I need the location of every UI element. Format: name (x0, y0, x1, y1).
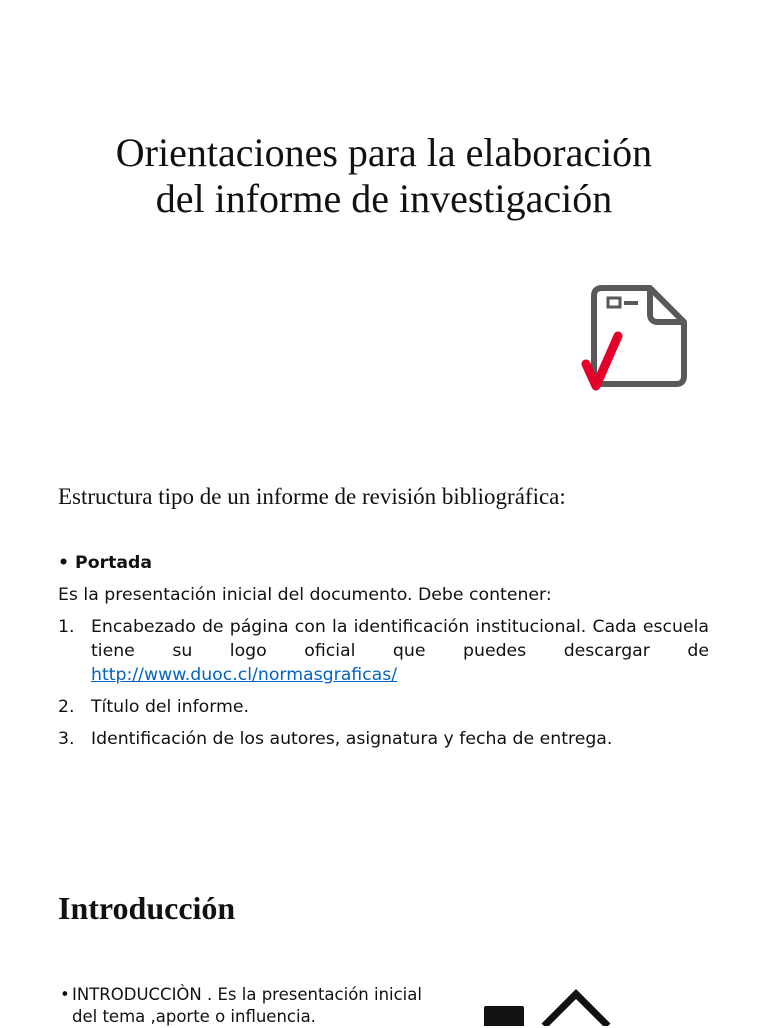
introduccion-text: INTRODUCCIÒN . Es la presentación inicial del tema ,aporte o influencia. (72, 985, 422, 1026)
list-number: 2. (58, 697, 75, 717)
structure-subtitle: Estructura tipo de un informe de revisión bibliográfica: (58, 484, 566, 509)
portada-heading (58, 551, 152, 575)
list-item-text: Identificación de los autores, asignatura y fecha de entrega. (91, 729, 613, 749)
list-item (58, 615, 709, 687)
list-item-text: Título del informe. (91, 697, 250, 717)
portada-intro: Es la presentación inicial del documento. Debe contener: (58, 585, 552, 605)
list-item-text: Encabezado de página con la identificación institucional. Cada escuela tiene su logo oficial que puedes descargar de (91, 617, 709, 661)
home-icon (482, 986, 622, 1026)
normas-graficas-link[interactable]: http://www.duoc.cl/normasgraficas/ (91, 665, 398, 685)
bullet: • (60, 985, 70, 1004)
bullet: • (58, 553, 70, 573)
list-item (58, 695, 709, 719)
list-number: 3. (58, 729, 75, 749)
introduccion-heading: Introducción (58, 890, 236, 926)
introduccion-bullet (60, 984, 440, 1028)
document-check-icon (580, 276, 692, 392)
portada-heading-label: Portada (75, 553, 153, 573)
portada-list (58, 615, 709, 759)
list-item (58, 727, 709, 751)
page-title: Orientaciones para la elaboración del informe de investigación (115, 130, 653, 221)
list-number: 1. (58, 617, 75, 637)
